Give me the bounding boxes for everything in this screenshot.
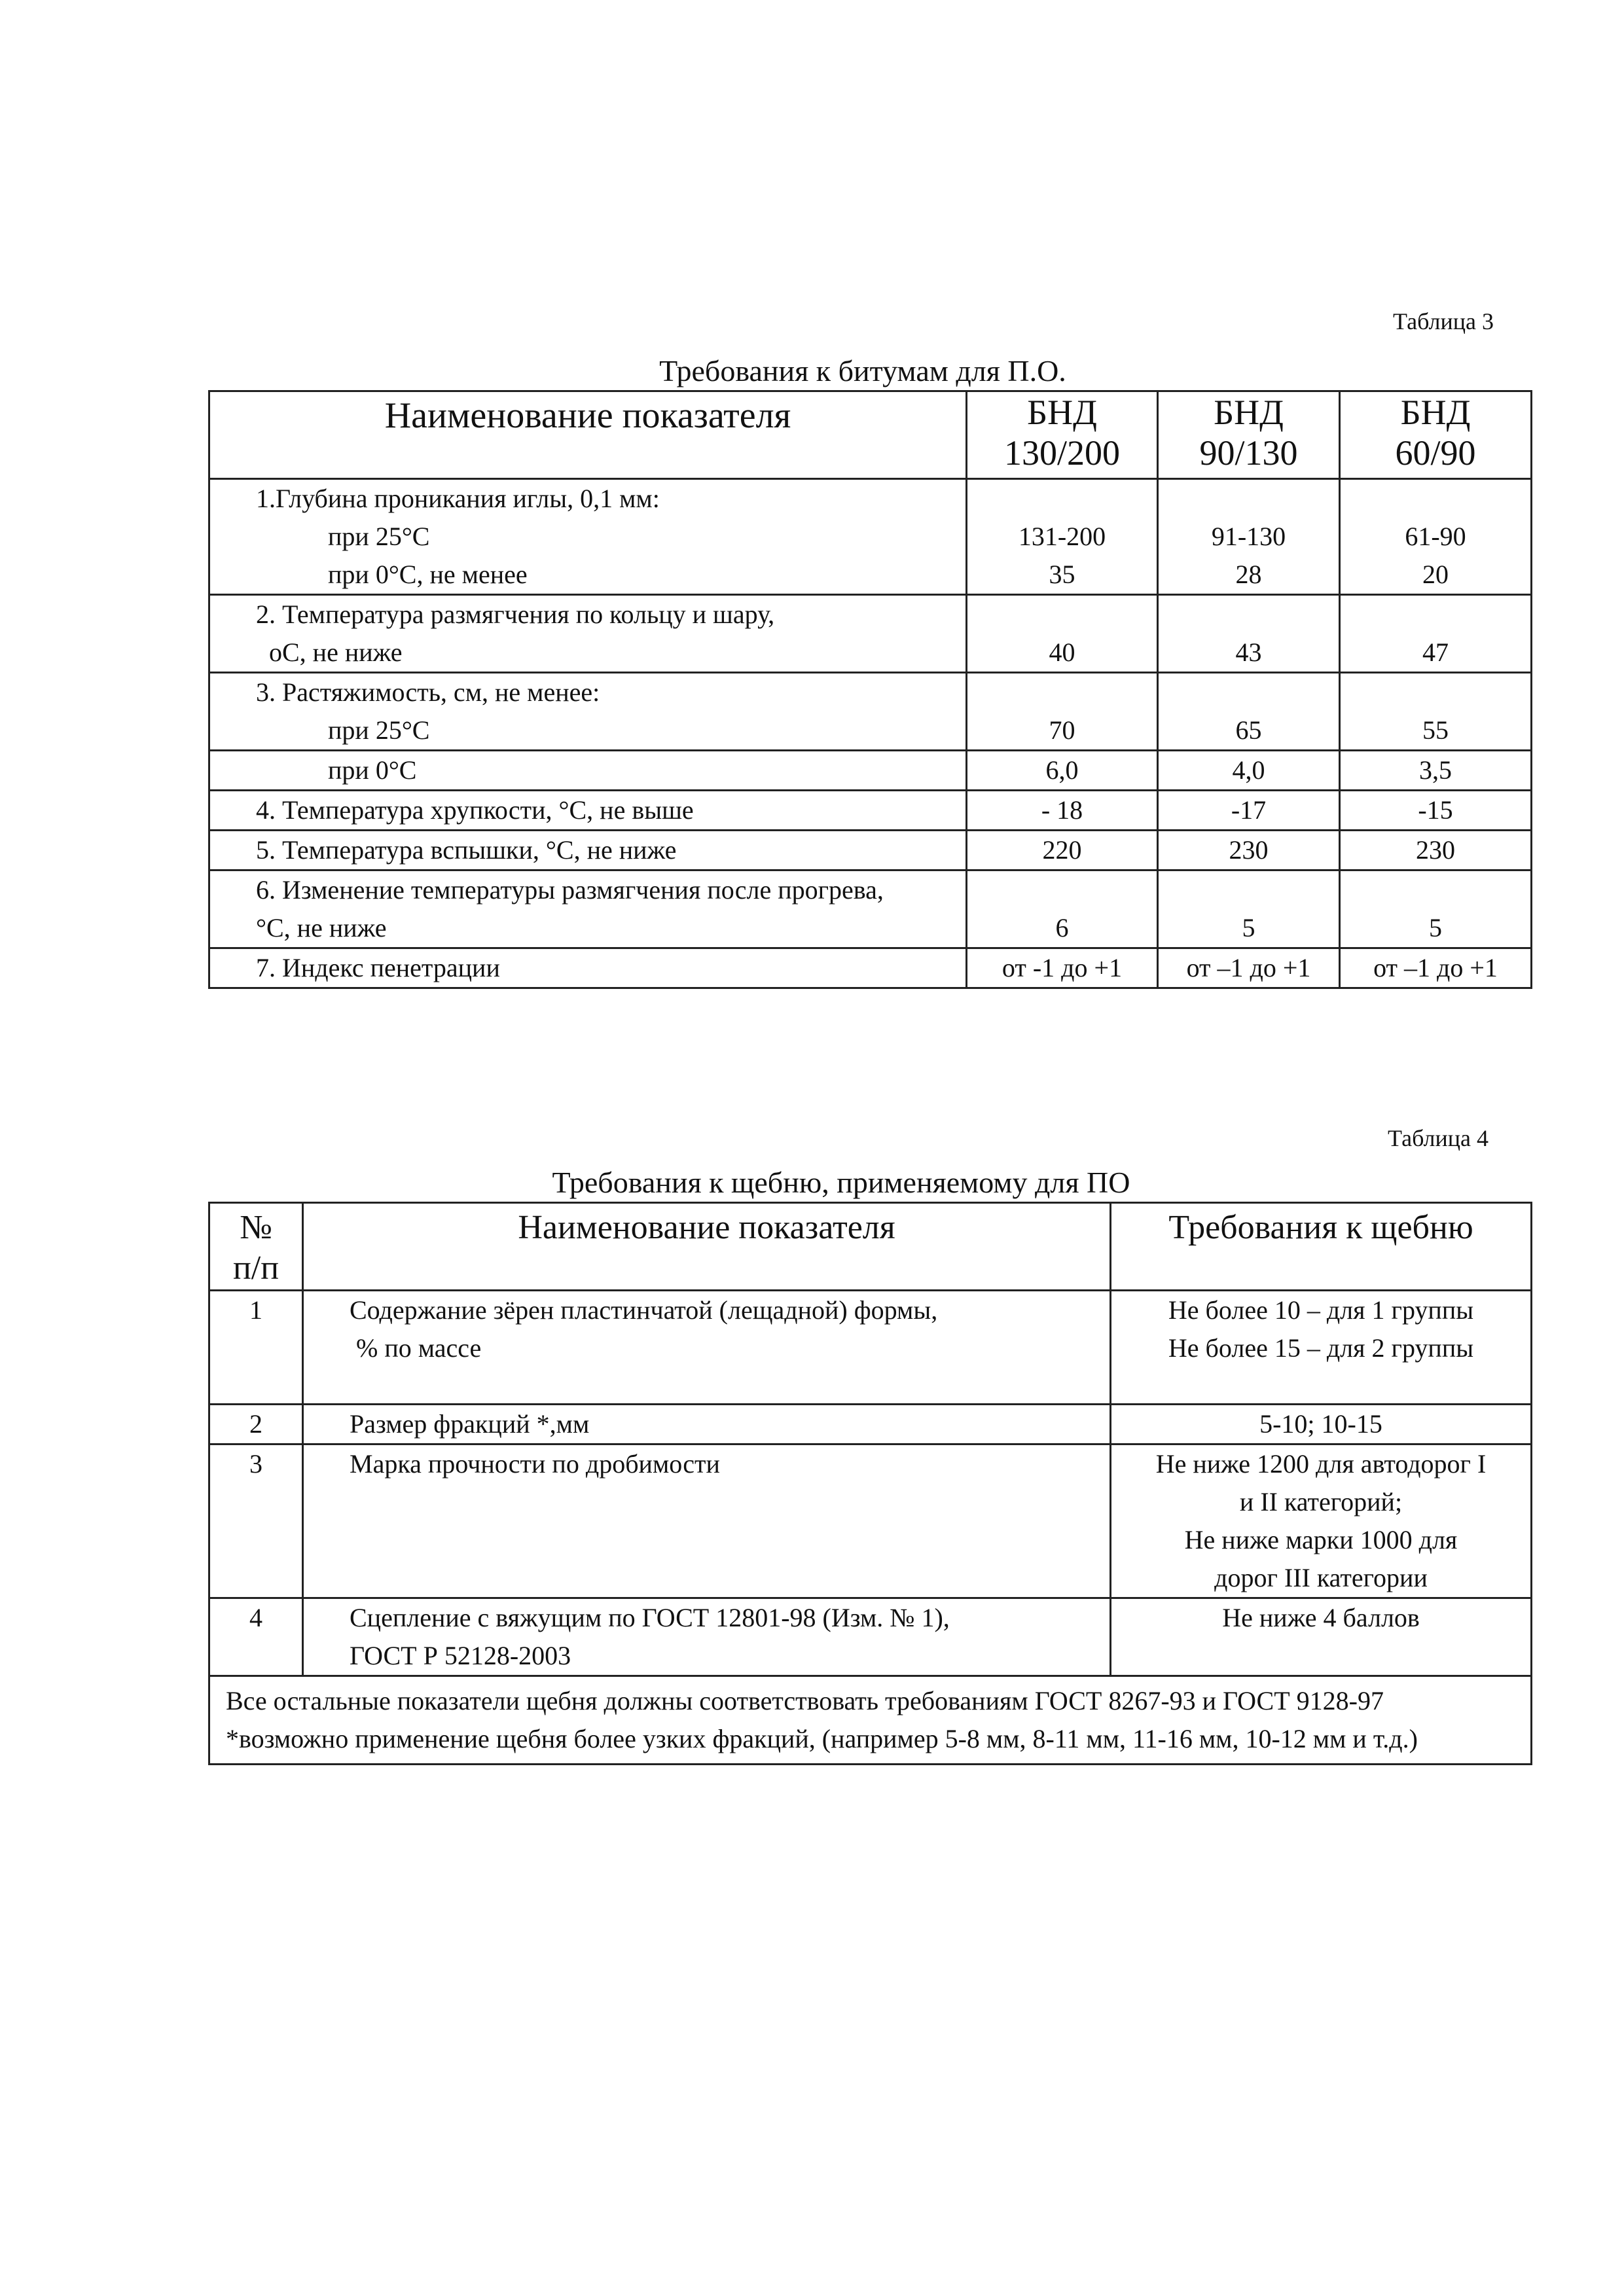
- row-line: °С, не ниже: [256, 913, 387, 942]
- table3-cell: 70: [967, 673, 1158, 751]
- table3-cell: 65: [1158, 673, 1340, 751]
- table3-cell: 43: [1158, 595, 1340, 673]
- row-line: при 0°С: [328, 755, 417, 785]
- table4-row-req: Не ниже 4 баллов: [1111, 1598, 1532, 1676]
- table3-row: [209, 870, 1532, 948]
- table3-cell: 6,0: [967, 751, 1158, 791]
- row-line: 5. Температура вспышки, °С, не ниже: [256, 835, 677, 865]
- row-line: 3. Растяжимость, см, не менее:: [256, 677, 600, 707]
- table4-row-desc: [303, 1291, 1111, 1405]
- cell-value: 91-130: [1211, 522, 1286, 551]
- table3: [208, 390, 1532, 989]
- desc-line: % по массе: [350, 1333, 482, 1363]
- cell-value: 61-90: [1405, 522, 1466, 551]
- table3-cell: [967, 479, 1158, 595]
- cell-value: 35: [1049, 560, 1075, 589]
- table4-row-num: 4: [209, 1598, 303, 1676]
- req-line: и II категорий;: [1239, 1487, 1403, 1516]
- table3-cell: 6: [967, 870, 1158, 948]
- table3-row: [209, 948, 1532, 988]
- table3-header-col-1-range: 130/200: [1003, 433, 1120, 473]
- desc-line: ГОСТ Р 52128-2003: [350, 1641, 571, 1670]
- req-line: Не ниже 1200 для автодорог I: [1155, 1449, 1487, 1479]
- table3-cell: от -1 до +1: [967, 948, 1158, 988]
- table3-cell: 230: [1340, 831, 1532, 870]
- table4-row-num: 2: [209, 1405, 303, 1444]
- table3-cell: от –1 до +1: [1158, 948, 1340, 988]
- table3-row-label: [209, 831, 967, 870]
- req-line: Не ниже марки 1000 для: [1184, 1525, 1458, 1554]
- table3-row-label: [209, 948, 967, 988]
- table3-cell: [1340, 479, 1532, 595]
- table4-row: [209, 1291, 1532, 1405]
- desc-line: Содержание зёрен пластинчатой (лещадной) формы,: [350, 1295, 938, 1325]
- table4-footer: [209, 1676, 1532, 1765]
- table3-cell: 40: [967, 595, 1158, 673]
- table3-header-col-3-grade: БНД: [1400, 393, 1471, 432]
- table3-row: [209, 595, 1532, 673]
- table3-title: Требования к битумам для П.О.: [659, 354, 1066, 387]
- req-line: дорог III категории: [1214, 1563, 1428, 1592]
- table4-row-desc: Марка прочности по дробимости: [303, 1444, 1111, 1598]
- req-line: Не более 10 – для 1 группы: [1168, 1295, 1474, 1325]
- table4-header-req: Требования к щебню: [1111, 1203, 1532, 1291]
- table3-row-label: [209, 870, 967, 948]
- row-line: 2. Температура размягчения по кольцу и шару,: [256, 600, 775, 629]
- table3-label: Таблица 3: [1393, 308, 1494, 334]
- table4: [208, 1202, 1532, 1765]
- table3-header-col-2: [1158, 391, 1340, 479]
- table4-row: [209, 1405, 1532, 1444]
- table3-cell: 5: [1340, 870, 1532, 948]
- table4-header-num: [209, 1203, 303, 1291]
- footer-note: *возможно применение щебня более узких фракций, (например 5-8 мм, 8-11 мм, 11-16 мм, 10-12 мм и т.д.): [226, 1724, 1418, 1753]
- table3-row: [209, 479, 1532, 595]
- table4-header-row: [209, 1203, 1532, 1291]
- table3-row: [209, 751, 1532, 791]
- row-line: при 0°С, не менее: [328, 560, 528, 589]
- table4-row-num: 3: [209, 1444, 303, 1598]
- row-line: 1.Глубина проникания иглы, 0,1 мм:: [256, 484, 660, 513]
- row-line: оС, не ниже: [269, 637, 403, 667]
- table4-row-num: 1: [209, 1291, 303, 1405]
- table4-row-desc: [303, 1598, 1111, 1676]
- desc-line: Сцепление с вяжущим по ГОСТ 12801-98 (Изм. № 1),: [350, 1603, 950, 1632]
- table3-cell: 220: [967, 831, 1158, 870]
- table4-row: [209, 1444, 1532, 1598]
- table3-cell: 230: [1158, 831, 1340, 870]
- table3-header-col-3: [1340, 391, 1532, 479]
- table3-row-label: [209, 479, 967, 595]
- table3-header-col-2-grade: БНД: [1214, 393, 1284, 432]
- table3-header-col-2-range: 90/130: [1199, 433, 1298, 473]
- table4-row-req: 5-10; 10-15: [1111, 1405, 1532, 1444]
- table3-row-label: [209, 751, 967, 791]
- table3-row: [209, 673, 1532, 751]
- req-line: Не более 15 – для 2 группы: [1168, 1333, 1474, 1363]
- table3-row: [209, 831, 1532, 870]
- table3-row-label: [209, 595, 967, 673]
- table4-row-desc: Размер фракций *,мм: [303, 1405, 1111, 1444]
- header-num-symbol: №: [240, 1209, 272, 1246]
- table3-header-name: Наименование показателя: [209, 391, 967, 479]
- table3-header-row: [209, 391, 1532, 479]
- table4-row: [209, 1598, 1532, 1676]
- table3-cell: [1158, 479, 1340, 595]
- cell-value: 28: [1235, 560, 1262, 589]
- table3-cell: 55: [1340, 673, 1532, 751]
- table3-header-col-1-grade: БНД: [1027, 393, 1097, 432]
- table3-cell: -15: [1340, 791, 1532, 831]
- row-line: 6. Изменение температуры размягчения после прогрева,: [256, 875, 884, 905]
- table3-cell: -17: [1158, 791, 1340, 831]
- table3-cell: 4,0: [1158, 751, 1340, 791]
- row-line: 7. Индекс пенетрации: [256, 953, 500, 982]
- table4-header-name: Наименование показателя: [303, 1203, 1111, 1291]
- table3-row-label: [209, 673, 967, 751]
- row-line: при 25°С: [328, 522, 430, 551]
- table3-cell: 47: [1340, 595, 1532, 673]
- table3-cell: от –1 до +1: [1340, 948, 1532, 988]
- table4-row-req: [1111, 1444, 1532, 1598]
- header-num-abbr: п/п: [232, 1249, 280, 1287]
- table4-title: Требования к щебню, применяемому для ПО: [552, 1166, 1130, 1199]
- table3-cell: - 18: [967, 791, 1158, 831]
- footer-note: Все остальные показатели щебня должны соответствовать требованиям ГОСТ 8267-93 и ГОСТ 9128-97: [226, 1686, 1384, 1715]
- table3-cell: 3,5: [1340, 751, 1532, 791]
- cell-value: 20: [1422, 560, 1449, 589]
- row-line: при 25°С: [328, 715, 430, 745]
- table4-label: Таблица 4: [1388, 1125, 1489, 1151]
- table3-cell: 5: [1158, 870, 1340, 948]
- table3-header-col-3-range: 60/90: [1395, 433, 1476, 473]
- row-line: 4. Температура хрупкости, °С, не выше: [256, 795, 694, 825]
- cell-value: 131-200: [1018, 522, 1106, 551]
- table4-row-req: [1111, 1291, 1532, 1405]
- table3-row-label: [209, 791, 967, 831]
- table4-footer-row: [209, 1676, 1532, 1765]
- table3-row: [209, 791, 1532, 831]
- table3-header-col-1: [967, 391, 1158, 479]
